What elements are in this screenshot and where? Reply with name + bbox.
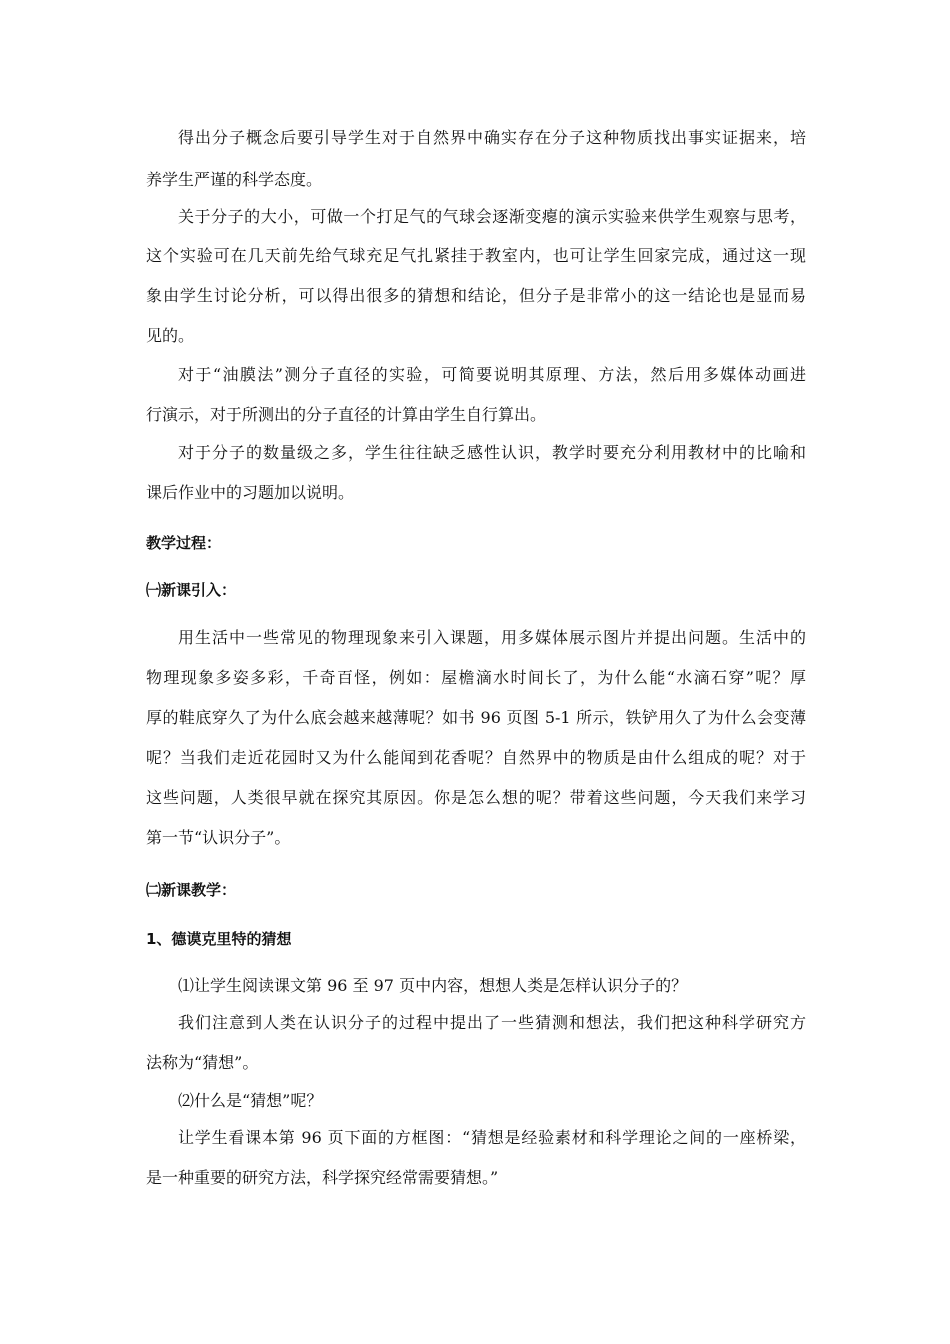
paragraph-line: 象由学生讨论分析，可以得出很多的猜想和结论，但分子是非常小的这一结论也是显而易 — [146, 286, 806, 305]
paragraph-line: 对于“油膜法”测分子直径的实验，可简要说明其原理、方法，然后用多媒体动画进 — [178, 365, 806, 384]
section-heading: ㈠新课引入： — [146, 581, 237, 599]
paragraph-line: 让学生看课本第 96 页下面的方框图：“猜想是经验素材和科学理论之间的一座桥梁， — [178, 1128, 806, 1147]
paragraph-line: 课后作业中的习题加以说明。 — [146, 483, 355, 502]
list-item: ⑵什么是“猜想”呢？ — [178, 1091, 323, 1110]
paragraph-line: 养学生严谨的科学态度。 — [146, 170, 323, 189]
paragraph-line: 第一节“认识分子”。 — [146, 828, 291, 847]
paragraph-line: 对于分子的数量级之多，学生往往缺乏感性认识，教学时要充分利用教材中的比喻和 — [178, 443, 806, 462]
paragraph-line: 是一种重要的研究方法，科学探究经常需要猜想。” — [146, 1168, 499, 1187]
section-heading: 教学过程： — [146, 534, 222, 552]
paragraph-line: 呢？当我们走近花园时又为什么能闻到花香呢？自然界中的物质是由什么组成的呢？对于 — [146, 748, 806, 767]
subsection-heading: 1、德谟克里特的猜想 — [146, 930, 292, 948]
paragraph-line: 见的。 — [146, 326, 195, 345]
list-item: ⑴让学生阅读课文第 96 至 97 页中内容，想想人类是怎样认识分子的？ — [178, 976, 688, 995]
paragraph-line: 用生活中一些常见的物理现象来引入课题，用多媒体展示图片并提出问题。生活中的 — [178, 628, 806, 647]
paragraph-line: 法称为“猜想”。 — [146, 1053, 259, 1072]
paragraph-line: 厚的鞋底穿久了为什么底会越来越薄呢？如书 96 页图 5-1 所示，铁铲用久了为什么会变薄 — [146, 708, 806, 727]
paragraph-line: 关于分子的大小，可做一个打足气的气球会逐渐变瘪的演示实验来供学生观察与思考， — [178, 207, 806, 226]
paragraph-line: 物理现象多姿多彩，千奇百怪，例如：屋檐滴水时间长了，为什么能“水滴石穿”呢？厚 — [146, 668, 806, 687]
paragraph-line: 得出分子概念后要引导学生对于自然界中确实存在分子这种物质找出事实证据来，培 — [178, 128, 806, 147]
paragraph-line: 行演示，对于所测出的分子直径的计算由学生自行算出。 — [146, 405, 547, 424]
paragraph-line: 这个实验可在几天前先给气球充足气扎紧挂于教室内，也可让学生回家完成，通过这一现 — [146, 246, 806, 265]
section-heading: ㈡新课教学： — [146, 881, 237, 899]
paragraph-line: 我们注意到人类在认识分子的过程中提出了一些猜测和想法，我们把这种科学研究方 — [178, 1013, 806, 1032]
paragraph-line: 这些问题，人类很早就在探究其原因。你是怎么想的呢？带着这些问题，今天我们来学习 — [146, 788, 806, 807]
